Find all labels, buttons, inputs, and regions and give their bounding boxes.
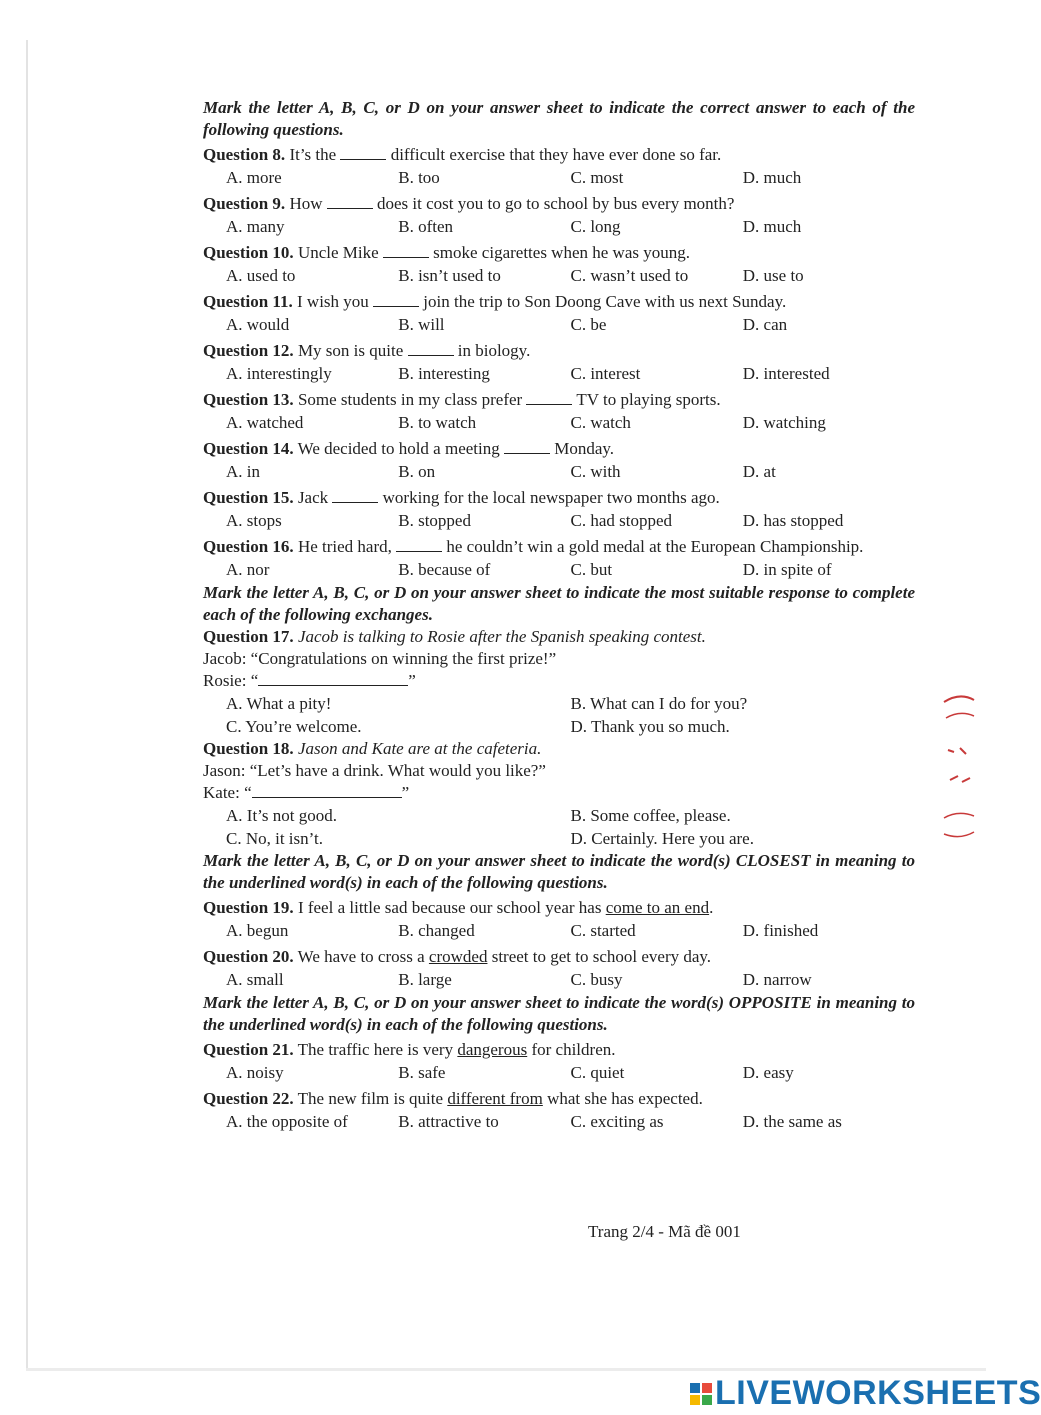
- option-b[interactable]: B. Some coffee, please.: [570, 806, 731, 825]
- options-q17-row1: [203, 692, 915, 715]
- question-text: He tried hard,: [297, 537, 392, 556]
- question-text: .: [709, 898, 714, 917]
- options-q12: [203, 362, 915, 386]
- question-21: [203, 1039, 915, 1061]
- question-16: [203, 536, 915, 558]
- option-c[interactable]: C. wasn’t used to: [570, 266, 689, 285]
- answer-blank[interactable]: [396, 537, 442, 552]
- underlined-word: different from: [447, 1089, 543, 1108]
- option-d[interactable]: D. finished: [742, 921, 819, 940]
- options-q14: [203, 460, 915, 484]
- question-text: The traffic here is very: [297, 1040, 454, 1059]
- question-context: Jacob is talking to Rosie after the Spanish speaking contest.: [297, 627, 706, 646]
- question-text: We decided to hold a meeting: [297, 439, 500, 458]
- question-text: in biology.: [457, 341, 531, 360]
- question-9: [203, 193, 915, 215]
- option-b[interactable]: B. large: [398, 970, 452, 989]
- stamp-icon: [940, 690, 976, 850]
- options-q11: [203, 313, 915, 337]
- option-c[interactable]: C. No, it isn’t.: [226, 829, 323, 848]
- answer-blank[interactable]: [383, 243, 429, 258]
- question-text: How: [289, 194, 323, 213]
- options-q16: [203, 558, 915, 582]
- option-d[interactable]: D. has stopped: [742, 511, 844, 530]
- question-number: Question 22.: [203, 1089, 294, 1108]
- question-text: what she has expected.: [547, 1089, 703, 1108]
- option-d[interactable]: D. can: [742, 315, 788, 334]
- dialogue-response: [203, 670, 915, 692]
- question-text: I wish you: [297, 292, 369, 311]
- question-14: [203, 438, 915, 460]
- question-10: [203, 242, 915, 264]
- option-c[interactable]: C. but: [570, 560, 613, 579]
- option-a[interactable]: A. stops: [226, 511, 282, 530]
- question-17: [203, 626, 915, 648]
- question-number: Question 8.: [203, 145, 286, 164]
- option-c[interactable]: C. interest: [570, 364, 641, 383]
- question-number: Question 15.: [203, 488, 294, 507]
- options-q13: [203, 411, 915, 435]
- response-suffix: ”: [401, 783, 410, 802]
- option-d[interactable]: D. the same as: [742, 1112, 842, 1131]
- question-text: Uncle Mike: [297, 243, 379, 262]
- options-q17-row2: [203, 715, 915, 738]
- option-c[interactable]: C. quiet: [570, 1063, 625, 1082]
- page-bottom-edge: [26, 1368, 986, 1371]
- option-a[interactable]: A. would: [226, 315, 290, 334]
- question-text: join the trip to Son Doong Cave with us next Sunday.: [423, 292, 787, 311]
- liveworksheets-logo[interactable]: [690, 1374, 1041, 1413]
- option-a[interactable]: A. the opposite of: [226, 1112, 348, 1131]
- option-a[interactable]: A. interestingly: [226, 364, 332, 383]
- underlined-word: crowded: [428, 947, 488, 966]
- option-d[interactable]: D. watching: [742, 413, 826, 432]
- question-text: The new film is quite: [297, 1089, 444, 1108]
- instruction-multiple-choice: Mark the letter A, B, C, or D on your answer sheet to indicate the correct answer to each of the following questions.: [203, 98, 915, 139]
- question-text: smoke cigarettes when he was young.: [433, 243, 690, 262]
- option-c[interactable]: C. exciting as: [570, 1112, 664, 1131]
- question-context: Jason and Kate are at the cafeteria.: [297, 739, 542, 758]
- answer-blank[interactable]: [258, 671, 408, 686]
- question-text: I feel a little sad because our school year has: [297, 898, 602, 917]
- dialogue-line: Jason: “Let’s have a drink. What would you like?”: [203, 761, 546, 780]
- option-b[interactable]: B. attractive to: [398, 1112, 499, 1131]
- option-a[interactable]: A. noisy: [226, 1063, 284, 1082]
- option-c[interactable]: C. be: [570, 315, 607, 334]
- option-d[interactable]: D. narrow: [742, 970, 812, 989]
- question-number: Question 10.: [203, 243, 294, 262]
- option-a[interactable]: A. small: [226, 970, 284, 989]
- option-d[interactable]: D. easy: [742, 1063, 794, 1082]
- instruction-exchanges: Mark the letter A, B, C, or D on your answer sheet to indicate the most suitable response to complete each of the following exchanges.: [203, 583, 915, 624]
- question-number: Question 9.: [203, 194, 286, 213]
- option-a[interactable]: A. in: [226, 462, 260, 481]
- question-19: [203, 897, 915, 919]
- option-b[interactable]: B. What can I do for you?: [570, 694, 748, 713]
- question-text: for children.: [531, 1040, 616, 1059]
- dialogue-response: [203, 782, 915, 804]
- option-a[interactable]: A. begun: [226, 921, 289, 940]
- response-prefix: Rosie: “: [203, 671, 259, 690]
- answer-blank[interactable]: [332, 488, 378, 503]
- question-number: Question 17.: [203, 627, 294, 646]
- answer-blank[interactable]: [373, 292, 419, 307]
- question-20: [203, 946, 915, 968]
- answer-blank[interactable]: [408, 341, 454, 356]
- dialogue-line: Jacob: “Congratulations on winning the first prize!”: [203, 649, 557, 668]
- logo-text: LIVEWORKSHEETS: [715, 1374, 1041, 1412]
- options-q10: [203, 264, 915, 288]
- option-c[interactable]: C. watch: [570, 413, 631, 432]
- option-a[interactable]: A. watched: [226, 413, 304, 432]
- option-b[interactable]: B. changed: [398, 921, 475, 940]
- option-c[interactable]: C. busy: [570, 970, 623, 989]
- option-b[interactable]: B. to watch: [398, 413, 477, 432]
- question-number: Question 20.: [203, 947, 294, 966]
- answer-blank[interactable]: [340, 145, 386, 160]
- question-number: Question 18.: [203, 739, 294, 758]
- options-q19: [203, 919, 915, 943]
- option-b[interactable]: B. stopped: [398, 511, 471, 530]
- question-number: Question 21.: [203, 1040, 294, 1059]
- question-text: street to get to school every day.: [491, 947, 712, 966]
- option-a[interactable]: A. more: [226, 168, 282, 187]
- option-b[interactable]: B. too: [398, 168, 440, 187]
- options-q22: [203, 1110, 915, 1134]
- logo-grid-icon: [690, 1383, 712, 1405]
- question-11: [203, 291, 915, 313]
- option-a[interactable]: A. many: [226, 217, 285, 236]
- option-c[interactable]: C. You’re welcome.: [226, 717, 362, 736]
- response-prefix: Kate: “: [203, 783, 252, 802]
- option-d[interactable]: D. use to: [742, 266, 804, 285]
- option-c[interactable]: C. started: [570, 921, 636, 940]
- option-d[interactable]: D. much: [742, 168, 802, 187]
- question-text: Monday.: [554, 439, 615, 458]
- option-c[interactable]: C. had stopped: [570, 511, 673, 530]
- question-text: he couldn’t win a gold medal at the European Championship.: [446, 537, 864, 556]
- stamp-fragment: [940, 690, 976, 850]
- question-text: My son is quite: [297, 341, 404, 360]
- question-text: difficult exercise that they have ever done so far.: [390, 145, 722, 164]
- page-footer: Trang 2/4 - Mã đề 001: [588, 1222, 741, 1241]
- instruction-opposite: Mark the letter A, B, C, or D on your answer sheet to indicate the word(s) OPPOSITE in meaning to the underlined word(s) in each of the following questions.: [203, 993, 915, 1034]
- question-text: Some students in my class prefer: [297, 390, 523, 409]
- question-number: Question 16.: [203, 537, 294, 556]
- instruction-closest: Mark the letter A, B, C, or D on your answer sheet to indicate the word(s) CLOSEST in meaning to the underlined word(s) in each of the following questions.: [203, 851, 915, 892]
- question-text: TV to playing sports.: [576, 390, 721, 409]
- options-q8: [203, 166, 915, 190]
- option-b[interactable]: B. on: [398, 462, 436, 481]
- question-text: Jack: [297, 488, 329, 507]
- option-a[interactable]: A. What a pity!: [226, 694, 332, 713]
- worksheet-content: [203, 97, 915, 1134]
- answer-blank[interactable]: [504, 439, 550, 454]
- option-d[interactable]: D. Certainly. Here you are.: [570, 829, 754, 848]
- question-text: It’s the: [289, 145, 337, 164]
- option-c[interactable]: C. most: [570, 168, 624, 187]
- option-b[interactable]: B. will: [398, 315, 445, 334]
- underlined-word: come to an end: [605, 898, 710, 917]
- option-b[interactable]: B. often: [398, 217, 454, 236]
- question-22: [203, 1088, 915, 1110]
- question-text: working for the local newspaper two months ago.: [382, 488, 720, 507]
- options-q9: [203, 215, 915, 239]
- answer-blank[interactable]: [327, 194, 373, 209]
- option-b[interactable]: B. safe: [398, 1063, 446, 1082]
- option-d[interactable]: D. at: [742, 462, 776, 481]
- options-q15: [203, 509, 915, 533]
- question-number: Question 19.: [203, 898, 294, 917]
- option-b[interactable]: B. because of: [398, 560, 491, 579]
- option-c[interactable]: C. long: [570, 217, 621, 236]
- question-number: Question 14.: [203, 439, 294, 458]
- question-18: [203, 738, 915, 760]
- option-a[interactable]: A. nor: [226, 560, 270, 579]
- option-d[interactable]: D. Thank you so much.: [570, 717, 730, 736]
- question-15: [203, 487, 915, 509]
- question-number: Question 13.: [203, 390, 294, 409]
- option-b[interactable]: B. isn’t used to: [398, 266, 501, 285]
- underlined-word: dangerous: [457, 1040, 528, 1059]
- question-12: [203, 340, 915, 362]
- question-13: [203, 389, 915, 411]
- options-q21: [203, 1061, 915, 1085]
- option-a[interactable]: A. It’s not good.: [226, 806, 337, 825]
- response-suffix: ”: [408, 671, 416, 690]
- question-number: Question 11.: [203, 292, 293, 311]
- option-b[interactable]: B. interesting: [398, 364, 490, 383]
- option-d[interactable]: D. in spite of: [742, 560, 832, 579]
- question-text: We have to cross a: [297, 947, 425, 966]
- option-d[interactable]: D. much: [742, 217, 802, 236]
- options-q20: [203, 968, 915, 992]
- option-d[interactable]: D. interested: [742, 364, 830, 383]
- answer-blank[interactable]: [526, 390, 572, 405]
- answer-blank[interactable]: [252, 783, 402, 798]
- question-text: does it cost you to go to school by bus every month?: [377, 194, 735, 213]
- option-c[interactable]: C. with: [570, 462, 621, 481]
- question-8: [203, 144, 915, 166]
- options-q18-row2: [203, 827, 915, 850]
- question-number: Question 12.: [203, 341, 294, 360]
- options-q18-row1: [203, 804, 915, 827]
- page-left-edge: [26, 40, 28, 1370]
- option-a[interactable]: A. used to: [226, 266, 296, 285]
